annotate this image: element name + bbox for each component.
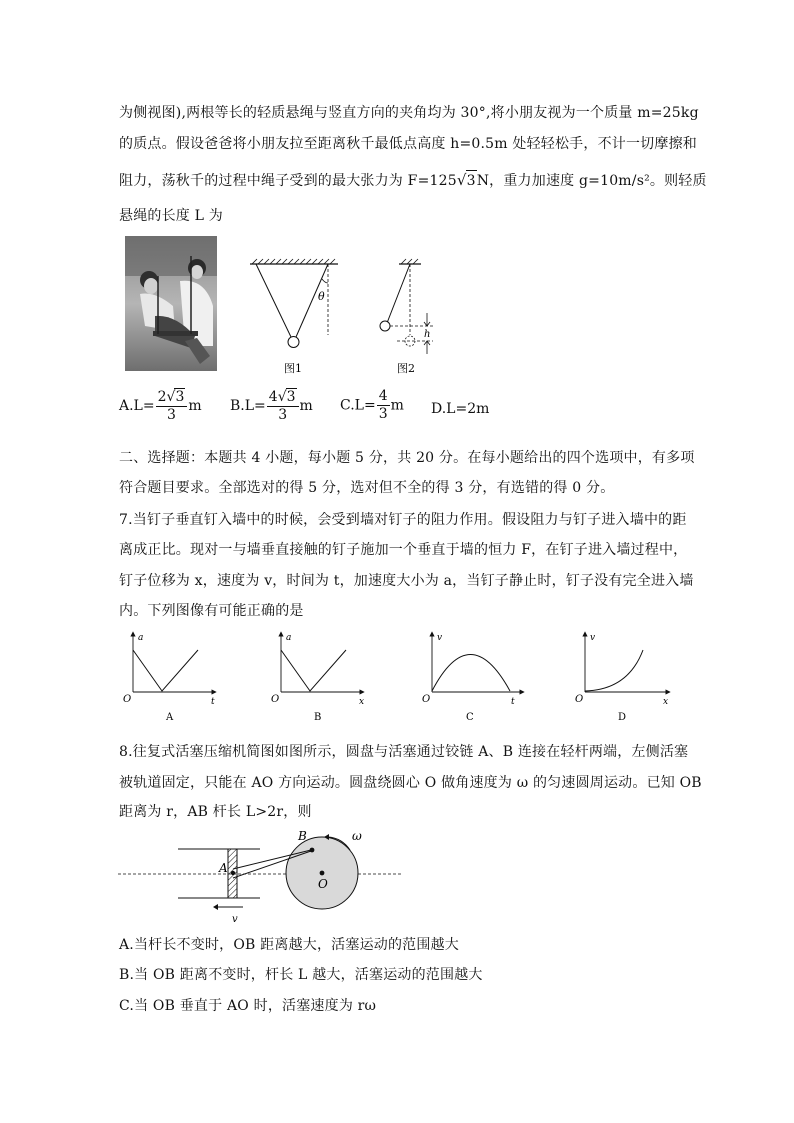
- section2-line-1: 二、选择题：本题共 4 小题，每小题 5 分，共 20 分。在每小题给出的四个选项中，有多项: [119, 450, 695, 466]
- graph-b-origin: O: [271, 694, 280, 705]
- graph-d-y-label: v: [590, 633, 596, 643]
- theta-label: θ: [318, 290, 325, 303]
- q7-text-line-4: 内。下列图像有可能正确的是: [119, 603, 304, 619]
- q6-text-line-1: 为侧视图),两根等长的轻质悬绳与竖直方向的夹角均为 30°,将小朋友视为一个质量 m=25kg: [119, 105, 699, 121]
- q7-text-line-3: 钉子位移为 x，速度为 v，时间为 t，加速度大小为 a，当钉子静止时，钉子没有完全进入墙: [119, 573, 694, 589]
- q6-line3-part-b: N，重力加速度 g=10m/s²。则轻质: [476, 173, 707, 189]
- q8-text-line-3: 距离为 r，AB 杆长 L>2r，则: [119, 804, 312, 820]
- q6-option-d[interactable]: D.L=2m: [431, 401, 490, 417]
- h-label: h: [424, 329, 431, 340]
- figure-2: [375, 257, 445, 377]
- graph-c[interactable]: [422, 633, 522, 723]
- q8-option-c[interactable]: C.当 OB 垂直于 AO 时，活塞速度为 rω: [119, 998, 377, 1014]
- graph-b-y-label: a: [286, 633, 292, 643]
- figure-1: [248, 257, 348, 377]
- q6-line3-part-a: 阻力，荡秋千的过程中绳子受到的最大张力为 F=125: [119, 173, 457, 189]
- graph-b-x-label: x: [359, 697, 365, 707]
- q6-text-line-3: [119, 170, 707, 191]
- q8-option-a[interactable]: A.当杆长不变时，OB 距离越大，活塞运动的范围越大: [119, 937, 459, 953]
- graph-d[interactable]: [575, 633, 668, 723]
- q6-option-c[interactable]: C.L= $\frac{4}{3}$ m: [340, 388, 404, 422]
- graph-a-x-label: t: [211, 697, 215, 707]
- q6-text-line-2: 的质点。假设爸爸将小朋友拉至距离秋千最低点高度 h=0.5m 处轻轻松手，不计一切摩擦和: [119, 136, 697, 152]
- q7-text-line-2: 离成正比。现对一与墙垂直接触的钉子施加一个垂直于墙的恒力 F，在钉子进入墙过程中，: [119, 542, 688, 558]
- q6-option-b[interactable]: B.L= $\frac{4√3}{3}$ m: [230, 389, 313, 423]
- q7-graphs: [118, 628, 678, 728]
- q6-text-line-4: 悬绳的长度 L 为: [119, 208, 223, 224]
- graph-c-label: C: [466, 712, 474, 723]
- piston-diagram: [118, 826, 408, 926]
- sqrt-expression: √3: [456, 171, 476, 189]
- graph-c-x-label: t: [511, 697, 515, 707]
- q7-text-line-1: 7.当钉子垂直钉入墙中的时候，会受到墙对钉子的阻力作用。假设阻力与钉子进入墙中的距: [119, 512, 687, 528]
- graph-b[interactable]: [271, 633, 364, 723]
- label-a: A: [219, 861, 228, 875]
- q8-option-b[interactable]: B.当 OB 距离不变时，杆长 L 越大，活塞运动的范围越大: [119, 967, 483, 983]
- q8-text-line-1: 8.往复式活塞压缩机简图如图所示，圆盘与活塞通过铰链 A、B 连接在轻杆两端，左侧活塞: [119, 744, 689, 760]
- section2-line-2: 符合题目要求。全部选对的得 5 分，选对但不全的得 3 分，有选错的得 0 分。: [119, 480, 615, 496]
- graph-b-label: B: [314, 712, 322, 723]
- graph-a-label: A: [166, 712, 174, 723]
- fig1-caption: 图1: [284, 362, 302, 375]
- graph-a-origin: O: [123, 694, 132, 705]
- label-o: O: [318, 877, 328, 891]
- graph-c-y-label: v: [437, 633, 443, 643]
- swing-photo: [125, 236, 217, 371]
- label-omega: ω: [352, 829, 362, 843]
- graph-d-label: D: [618, 712, 627, 723]
- q8-text-line-2: 被轨道固定，只能在 AO 方向运动。圆盘绕圆心 O 做角速度为 ω 的匀速圆周运动。已知 OB: [119, 775, 702, 791]
- fig2-caption: 图2: [397, 362, 415, 375]
- graph-a[interactable]: [123, 633, 215, 723]
- label-b: B: [298, 829, 307, 843]
- graph-d-x-label: x: [663, 697, 669, 707]
- graph-d-origin: O: [575, 694, 584, 705]
- graph-a-y-label: a: [138, 633, 144, 643]
- label-v: v: [232, 914, 238, 925]
- q6-option-a[interactable]: A.L= $\frac{2√3}{3}$ m: [119, 389, 202, 423]
- graph-c-origin: O: [422, 694, 431, 705]
